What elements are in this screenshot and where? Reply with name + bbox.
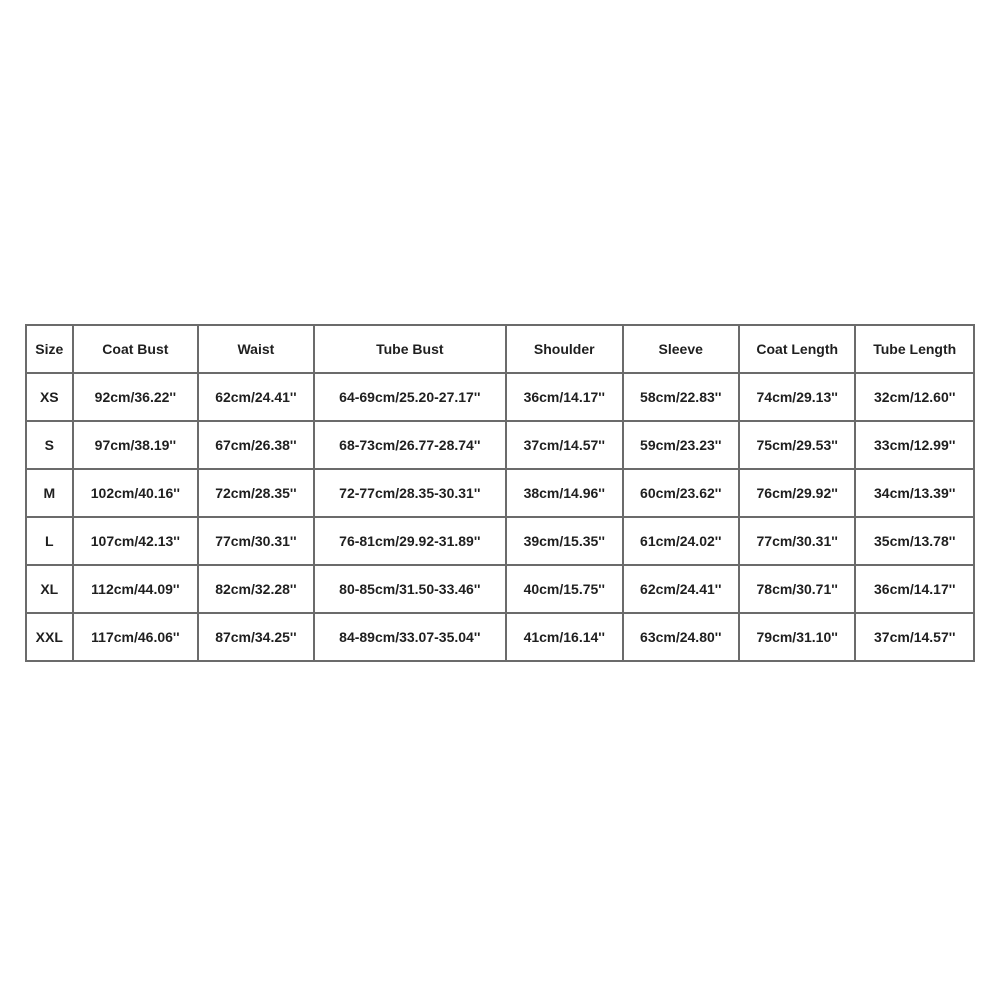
table-row bbox=[26, 421, 974, 469]
header-shoulder: Shoulder bbox=[506, 325, 622, 373]
cell-sleeve: 60cm/23.62'' bbox=[623, 469, 739, 517]
header-tube-bust: Tube Bust bbox=[314, 325, 506, 373]
header-waist: Waist bbox=[198, 325, 313, 373]
header-size: Size bbox=[26, 325, 73, 373]
cell-waist: 62cm/24.41'' bbox=[198, 373, 313, 421]
cell-coat-bust: 92cm/36.22'' bbox=[73, 373, 199, 421]
cell-coat-length: 75cm/29.53'' bbox=[739, 421, 855, 469]
table-row bbox=[26, 469, 974, 517]
cell-shoulder: 41cm/16.14'' bbox=[506, 613, 622, 661]
table-row bbox=[26, 565, 974, 613]
cell-coat-bust: 117cm/46.06'' bbox=[73, 613, 199, 661]
size-chart-table bbox=[25, 324, 975, 662]
cell-tube-bust: 84-89cm/33.07-35.04'' bbox=[314, 613, 506, 661]
cell-tube-length: 37cm/14.57'' bbox=[855, 613, 974, 661]
cell-coat-bust: 112cm/44.09'' bbox=[73, 565, 199, 613]
cell-coat-length: 74cm/29.13'' bbox=[739, 373, 855, 421]
cell-tube-length: 33cm/12.99'' bbox=[855, 421, 974, 469]
cell-sleeve: 59cm/23.23'' bbox=[623, 421, 739, 469]
table-row bbox=[26, 517, 974, 565]
cell-coat-bust: 102cm/40.16'' bbox=[73, 469, 199, 517]
cell-coat-bust: 107cm/42.13'' bbox=[73, 517, 199, 565]
cell-size: XXL bbox=[26, 613, 73, 661]
cell-size: XL bbox=[26, 565, 73, 613]
header-row bbox=[26, 325, 974, 373]
cell-coat-length: 78cm/30.71'' bbox=[739, 565, 855, 613]
cell-coat-length: 76cm/29.92'' bbox=[739, 469, 855, 517]
cell-tube-length: 32cm/12.60'' bbox=[855, 373, 974, 421]
cell-waist: 67cm/26.38'' bbox=[198, 421, 313, 469]
cell-sleeve: 58cm/22.83'' bbox=[623, 373, 739, 421]
cell-size: S bbox=[26, 421, 73, 469]
cell-size: M bbox=[26, 469, 73, 517]
header-tube-length: Tube Length bbox=[855, 325, 974, 373]
cell-coat-bust: 97cm/38.19'' bbox=[73, 421, 199, 469]
cell-tube-length: 35cm/13.78'' bbox=[855, 517, 974, 565]
cell-sleeve: 63cm/24.80'' bbox=[623, 613, 739, 661]
cell-coat-length: 77cm/30.31'' bbox=[739, 517, 855, 565]
header-sleeve: Sleeve bbox=[623, 325, 739, 373]
cell-tube-bust: 68-73cm/26.77-28.74'' bbox=[314, 421, 506, 469]
cell-shoulder: 37cm/14.57'' bbox=[506, 421, 622, 469]
cell-tube-length: 34cm/13.39'' bbox=[855, 469, 974, 517]
cell-tube-bust: 72-77cm/28.35-30.31'' bbox=[314, 469, 506, 517]
header-coat-bust: Coat Bust bbox=[73, 325, 199, 373]
cell-tube-bust: 80-85cm/31.50-33.46'' bbox=[314, 565, 506, 613]
table-row bbox=[26, 613, 974, 661]
cell-sleeve: 61cm/24.02'' bbox=[623, 517, 739, 565]
cell-shoulder: 40cm/15.75'' bbox=[506, 565, 622, 613]
cell-shoulder: 36cm/14.17'' bbox=[506, 373, 622, 421]
cell-shoulder: 39cm/15.35'' bbox=[506, 517, 622, 565]
header-coat-length: Coat Length bbox=[739, 325, 855, 373]
cell-size: XS bbox=[26, 373, 73, 421]
cell-waist: 72cm/28.35'' bbox=[198, 469, 313, 517]
cell-shoulder: 38cm/14.96'' bbox=[506, 469, 622, 517]
cell-waist: 82cm/32.28'' bbox=[198, 565, 313, 613]
cell-tube-bust: 76-81cm/29.92-31.89'' bbox=[314, 517, 506, 565]
cell-size: L bbox=[26, 517, 73, 565]
cell-waist: 77cm/30.31'' bbox=[198, 517, 313, 565]
cell-waist: 87cm/34.25'' bbox=[198, 613, 313, 661]
cell-coat-length: 79cm/31.10'' bbox=[739, 613, 855, 661]
cell-tube-length: 36cm/14.17'' bbox=[855, 565, 974, 613]
cell-tube-bust: 64-69cm/25.20-27.17'' bbox=[314, 373, 506, 421]
table-row bbox=[26, 373, 974, 421]
cell-sleeve: 62cm/24.41'' bbox=[623, 565, 739, 613]
